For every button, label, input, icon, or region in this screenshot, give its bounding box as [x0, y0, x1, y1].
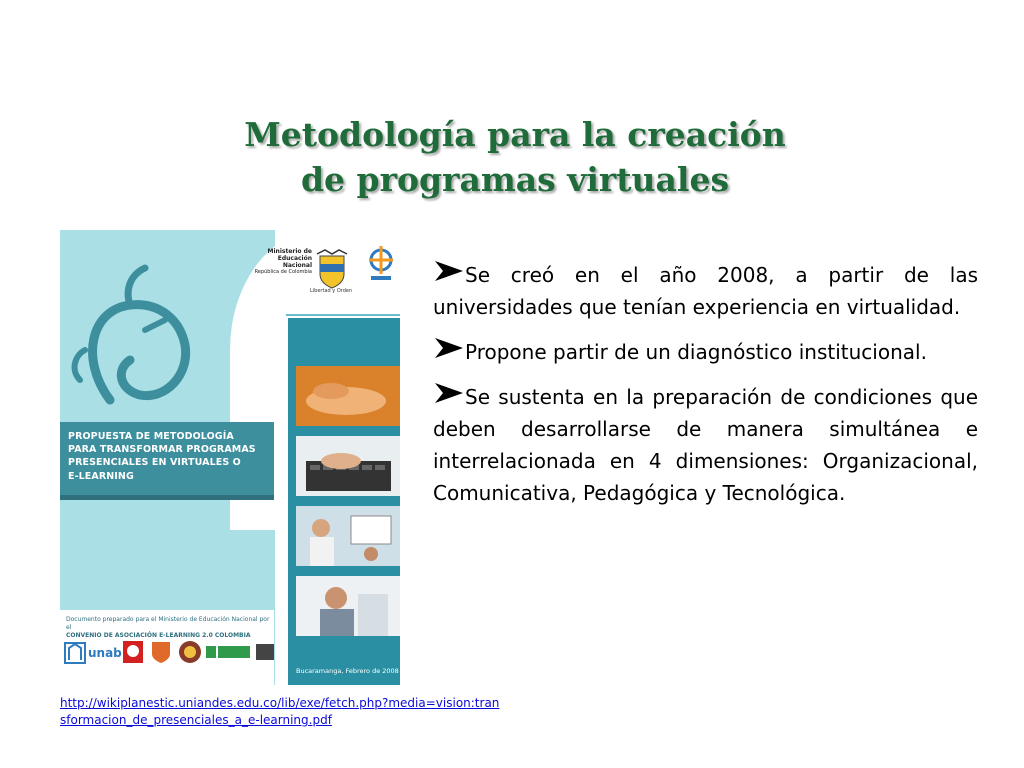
bullet-item: [433, 380, 978, 509]
bullet-text: Propone partir de un diagnóstico institucional.: [465, 340, 927, 364]
photo-strip: [288, 318, 400, 685]
bullet-text: Se sustenta en la preparación de condiciones que deben desarrollarse de manera simultánea e interrelacionada en 4 dimensiones: Organizacional, Comunicativa, Pedagógica y Tecnológica.: [433, 385, 978, 505]
cover-title-band: [60, 422, 274, 500]
elearning-logo-icon: [365, 244, 397, 284]
bullet-item: [433, 335, 978, 368]
colombia-coat-of-arms-icon: [315, 248, 349, 292]
doc-note-line-1: Documento preparado para el Ministerio de Educación Nacional por el: [66, 616, 270, 631]
cover-title-line: PROPUESTA DE METODOLOGÍA: [68, 431, 234, 442]
title-line-1: Metodología para la creación: [244, 115, 786, 154]
institution-seal-icon: [178, 640, 202, 664]
cepa-logo-icon: [150, 640, 172, 664]
unab-logo-text: unab: [88, 646, 122, 660]
title-line-2: de programas virtuales: [300, 160, 730, 199]
mouse-illustration-icon: [70, 260, 240, 410]
cover-title-line: PRESENCIALES EN VIRTUALES O: [68, 457, 241, 469]
doc-note-line-2: CONVENIO DE ASOCIACIÓN E-LEARNING 2.0 COLOMBIA: [66, 632, 251, 639]
arrow-bullet-icon: [433, 335, 465, 361]
cover-footer: [60, 610, 274, 685]
hands-photo: [296, 366, 400, 426]
arrow-bullet-icon: [433, 380, 465, 406]
cover-date: Bucaramanga, Febrero de 2008: [296, 667, 399, 675]
cover-divider: [286, 314, 400, 316]
document-note: [66, 616, 276, 640]
ministry-label: [252, 248, 312, 276]
book-cover-image: [60, 230, 400, 685]
escuela-logo-icon: [254, 640, 276, 664]
ministry-line-2: Educación Nacional: [277, 255, 312, 269]
ministry-line-3: República de Colombia: [254, 269, 312, 275]
source-link[interactable]: http://wikiplanestic.uniandes.edu.co/lib/exe/fetch.php?media=vision:transformacion_de_presenciales_a_e-learning.pdf: [60, 696, 500, 727]
university-logo-icon: [122, 640, 144, 664]
motto-label: Libertad y Orden: [310, 288, 353, 294]
bullet-item: [433, 258, 978, 323]
student-photo: [296, 576, 400, 636]
university-banner-logo-icon: [206, 640, 250, 664]
cover-title-line: PARA TRANSFORMAR PROGRAMAS: [68, 444, 256, 456]
unab-logo-icon: [64, 640, 86, 664]
cover-title-line: E-LEARNING: [68, 470, 134, 482]
bullet-list: [433, 258, 978, 521]
partner-logos: [64, 640, 274, 670]
ministry-line-1: Ministerio de: [267, 248, 312, 255]
arrow-bullet-icon: [433, 258, 465, 284]
keyboard-photo: [296, 436, 400, 496]
bullet-text: Se creó en el año 2008, a partir de las universidades que tenían experiencia en virtualidad.: [433, 263, 978, 319]
slide-title: [130, 112, 900, 202]
classroom-photo: [296, 506, 400, 566]
